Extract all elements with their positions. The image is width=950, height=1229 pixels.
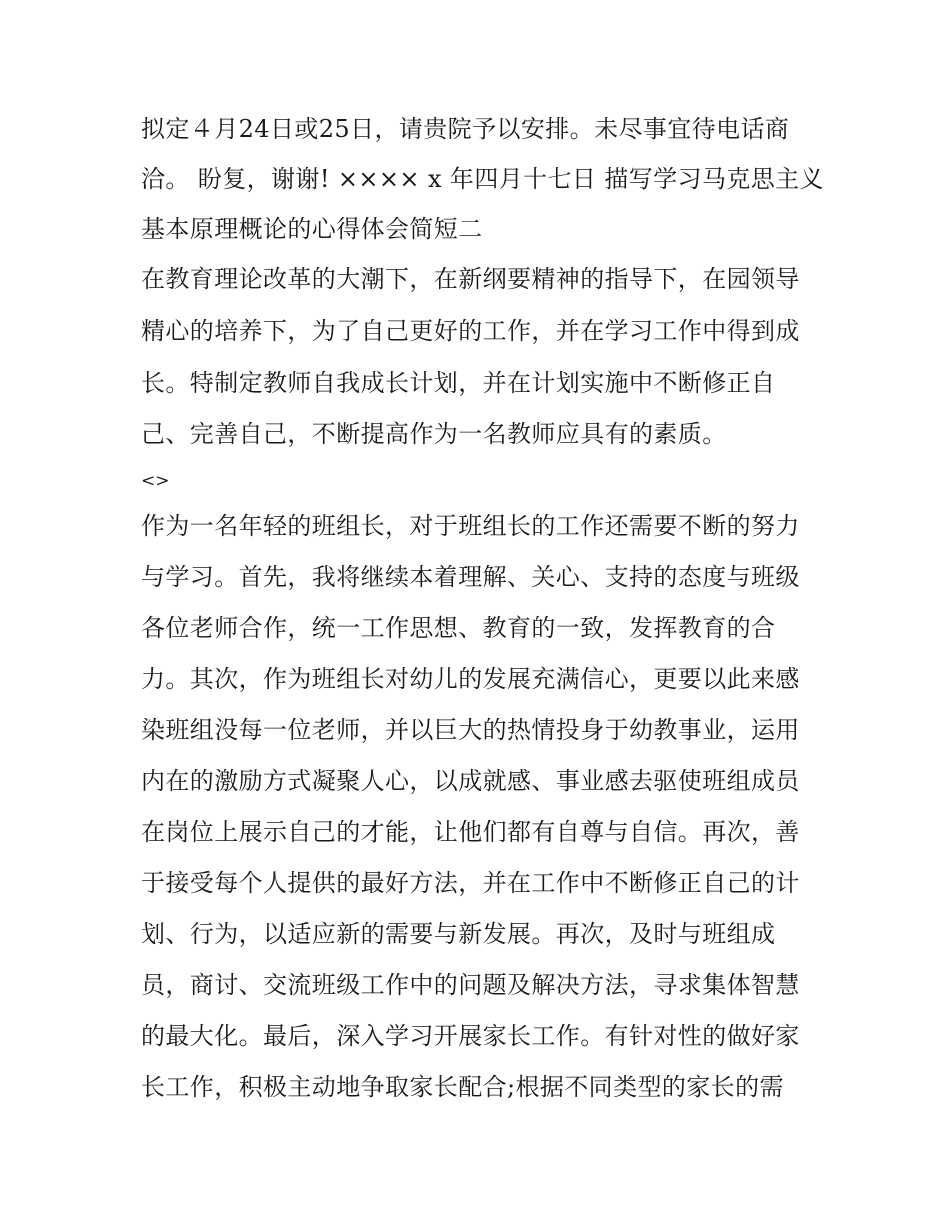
text-line: 染班组没每一位老师，并以巨大的热情投身于幼教事业，运用 [141, 716, 800, 744]
text-line: 己、完善自己，不断提高作为一名教师应具有的素质。 [141, 420, 727, 448]
text-line: <> [141, 471, 170, 491]
text-line: 基本原理概论的心得体会简短二 [141, 215, 483, 243]
text-line: 与学习。首先，我将继续本着理解、关心、支持的态度与班级 [141, 563, 800, 591]
text-line: 长工作，积极主动地争取家长配合;根据不同类型的家长的需 [141, 1073, 784, 1101]
text-line: 在岗位上展示自己的才能，让他们都有自尊与自信。再次，善 [141, 818, 800, 846]
text-line: 各位老师合作，统一工作思想、教育的一致，发挥教育的合 [141, 614, 776, 642]
text-line: 内在的激励方式凝聚人心，以成就感、事业感去驱使班组成员 [141, 767, 800, 795]
text-line: 精心的培养下，为了自己更好的工作，并在学习工作中得到成 [141, 317, 800, 345]
text-line: 划、行为，以适应新的需要与新发展。再次，及时与班组成 [141, 920, 776, 948]
text-line: 力。其次，作为班组长对幼儿的发展充满信心，更要以此来感 [141, 665, 800, 693]
text-line: 长。特制定教师自我成长计划，并在计划实施中不断修正自 [141, 369, 776, 397]
text-line: 员，商讨、交流班级工作中的问题及解决方法，寻求集体智慧 [141, 971, 800, 999]
text-line: 的最大化。最后，深入学习开展家长工作。有针对性的做好家 [141, 1022, 800, 1050]
text-line: 洽。 盼复，谢谢! ×××× x 年四月十七日 描写学习马克思主义 [141, 165, 824, 193]
text-line: 在教育理论改革的大潮下，在新纲要精神的指导下，在园领导 [141, 265, 800, 293]
text-line: 于接受每个人提供的最好方法，并在工作中不断修正自己的计 [141, 869, 800, 897]
text-line: 作为一名年轻的班组长，对于班组长的工作还需要不断的努力 [141, 512, 800, 540]
text-line: 拟定４月24日或25日，请贵院予以安排。未尽事宜待电话商 [141, 115, 790, 143]
